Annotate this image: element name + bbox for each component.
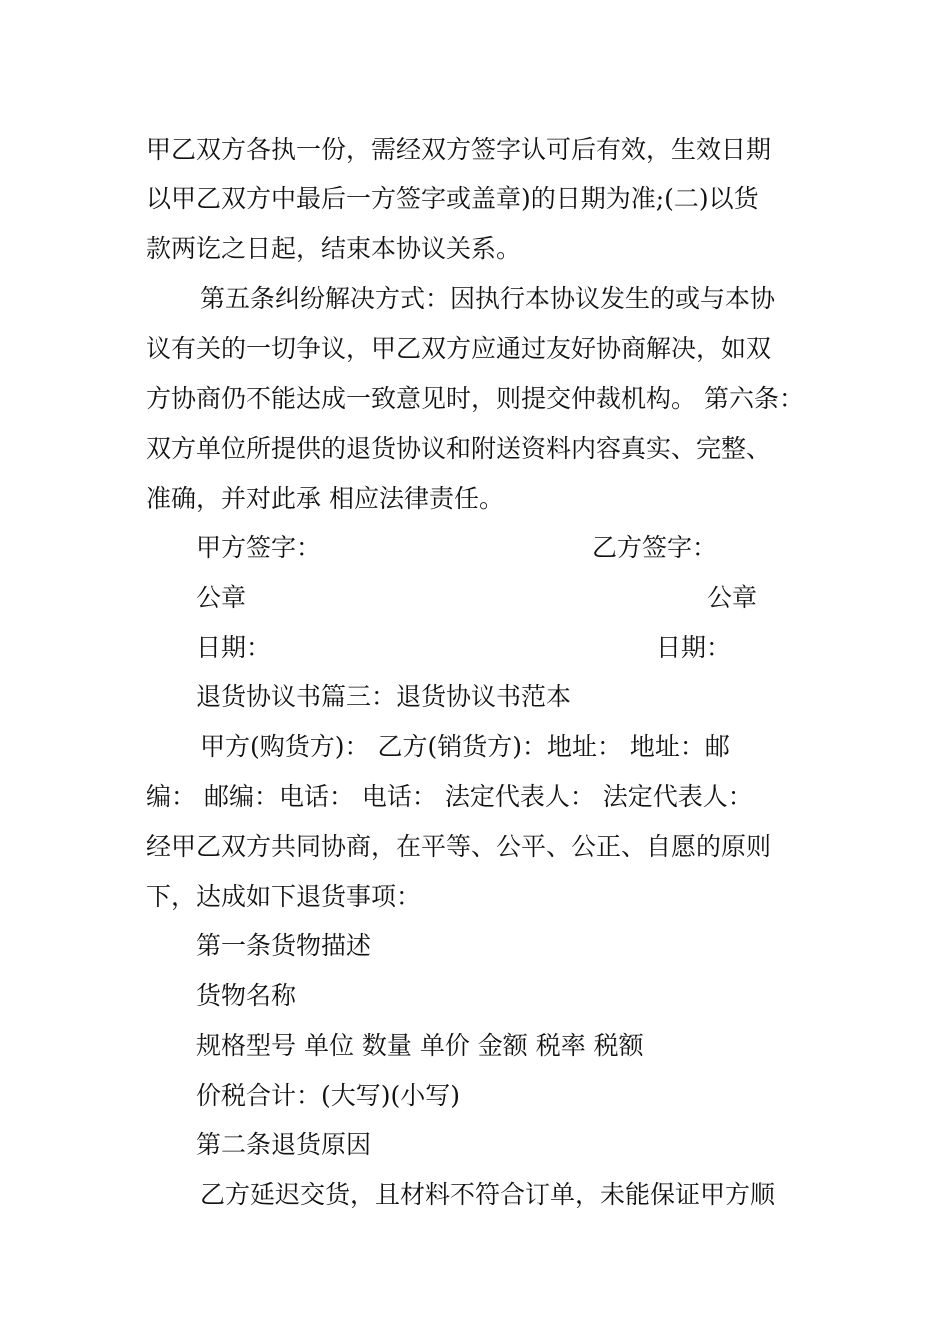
paragraph-line-2: 以甲乙双方中最后一方签字或盖章)的日期为准;(二)以货 [146,184,759,213]
party-a-seal-label: 公章 [196,583,247,612]
article6-line-2: 准确，并对此承 相应法律责任。 [146,484,504,513]
parties-line-3: 经甲乙双方共同协商，在平等、公平、公正、自愿的原则 [146,832,772,861]
party-a-signature-label: 甲方签字： [196,533,322,562]
article5-line-3: 方协商仍不能达成一致意见时，则提交仲裁机构。 第六条： [146,384,804,413]
party-b-seal-label: 公章 [707,583,758,612]
parties-line-1: 甲方(购货方)： 乙方(销货方)：地址： 地址：邮 [200,732,730,761]
party-b-date-label: 日期： [656,633,732,662]
article5-line-1: 第五条纠纷解决方式：因执行本协议发生的或与本协 [200,284,776,313]
parties-line-4: 下，达成如下退货事项： [146,882,422,911]
price-total-line: 价税合计：(大写)(小写) [196,1081,461,1110]
party-a-date-label: 日期： [196,633,272,662]
goods-name-label: 货物名称 [196,981,297,1010]
party-b-signature-label: 乙方签字： [592,533,718,562]
section-title: 退货协议书篇三：退货协议书范本 [196,682,572,711]
paragraph-line-3: 款两讫之日起，结束本协议关系。 [146,234,522,263]
article5-line-2: 议有关的一切争议，甲乙双方应通过友好协商解决，如双 [146,334,772,363]
paragraph-line-1: 甲乙双方各执一份，需经双方签字认可后有效，生效日期 [146,135,772,164]
article6-line-1: 双方单位所提供的退货协议和附送资料内容真实、完整、 [146,434,772,463]
parties-line-2: 编： 邮编：电话： 电话： 法定代表人： 法定代表人： [146,782,753,811]
article2-line-1: 乙方延迟交货，且材料不符合订单，未能保证甲方顺 [200,1180,776,1209]
article2-title: 第二条退货原因 [196,1130,372,1159]
goods-columns-line: 规格型号 单位 数量 单价 金额 税率 税额 [196,1031,644,1060]
article1-title: 第一条货物描述 [196,931,372,960]
